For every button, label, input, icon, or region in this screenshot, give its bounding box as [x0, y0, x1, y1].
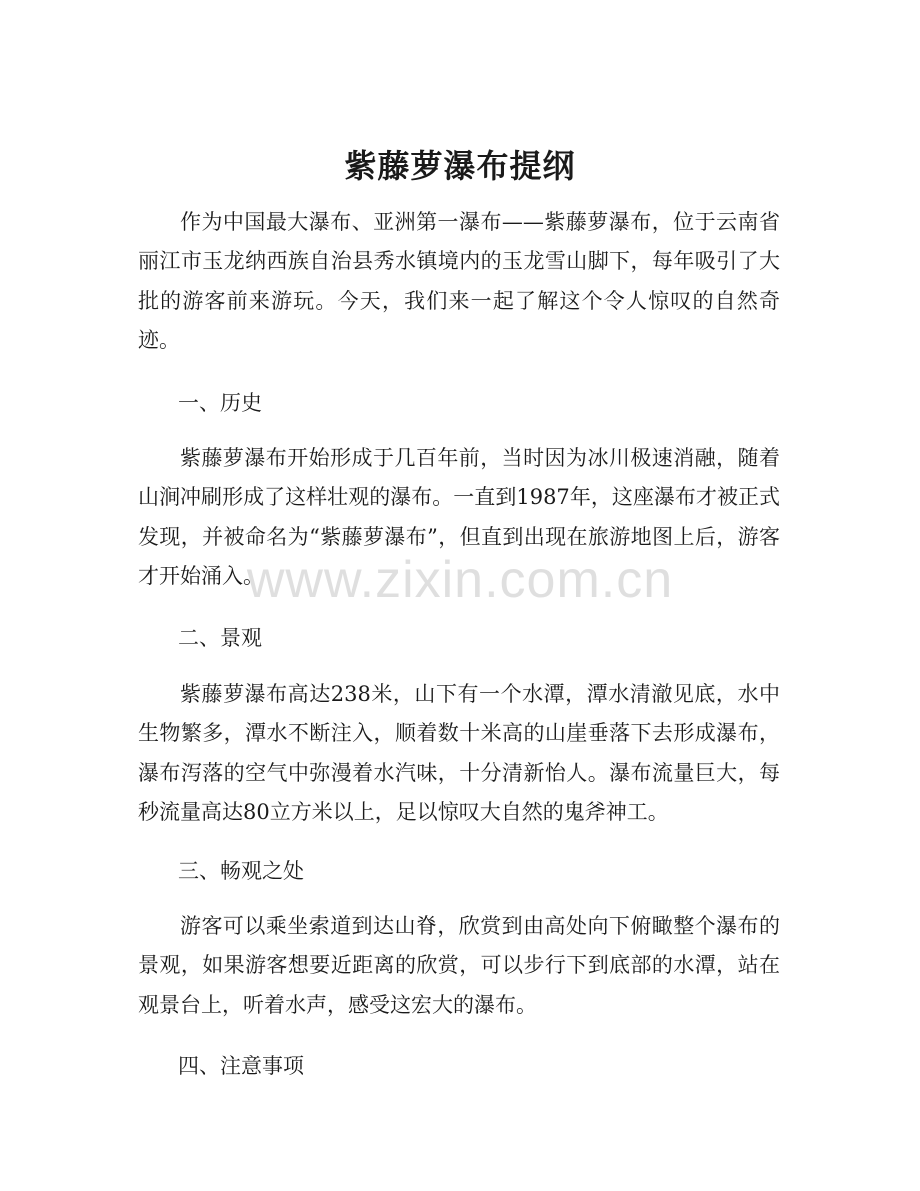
section-heading-notes: 四、注意事项 [178, 1054, 304, 1078]
watermark: www.zixin.com.cn [246, 551, 674, 609]
intro-paragraph: 作为中国最大瀑布、亚洲第一瀑布——紫藤萝瀑布，位于云南省丽江市玉龙纳西族自治县秀水镇境内的玉龙雪山脚下，每年吸引了大批的游客前来游玩。今天，我们来一起了解这个令人惊叹的自然奇迹。 [138, 210, 780, 353]
section-heading-scenery: 二、景观 [178, 626, 262, 650]
section-body-scenery: 紫藤萝瀑布高达238米，山下有一个水潭，潭水清澈见底，水中生物繁多，潭水不断注入，顺着数十米高的山崖垂落下去形成瀑布，瀑布泻落的空气中弥漫着水汽味，十分清新怡人。瀑布流量巨大，每秒流量高达80立方米以上，足以惊叹大自然的鬼斧神工。 [138, 682, 780, 825]
section-heading-history: 一、历史 [178, 391, 262, 415]
document-title: 紫藤萝瀑布提纲 [344, 147, 576, 185]
section-body-history: 紫藤萝瀑布开始形成于几百年前，当时因为冰川极速消融，随着山涧冲刷形成了这样壮观的瀑布。一直到1987年，这座瀑布才被正式发现，并被命名为“紫藤萝瀑布”，但直到出现在旅游地图上后，游客才开始涌入。 [138, 446, 780, 589]
section-body-viewpoints: 游客可以乘坐索道到达山脊，欣赏到由高处向下俯瞰整个瀑布的景观，如果游客想要近距离的欣赏，可以步行下到底部的水潭，站在观景台上，听着水声，感受这宏大的瀑布。 [138, 914, 780, 1017]
section-heading-viewpoints: 三、畅观之处 [178, 859, 304, 883]
